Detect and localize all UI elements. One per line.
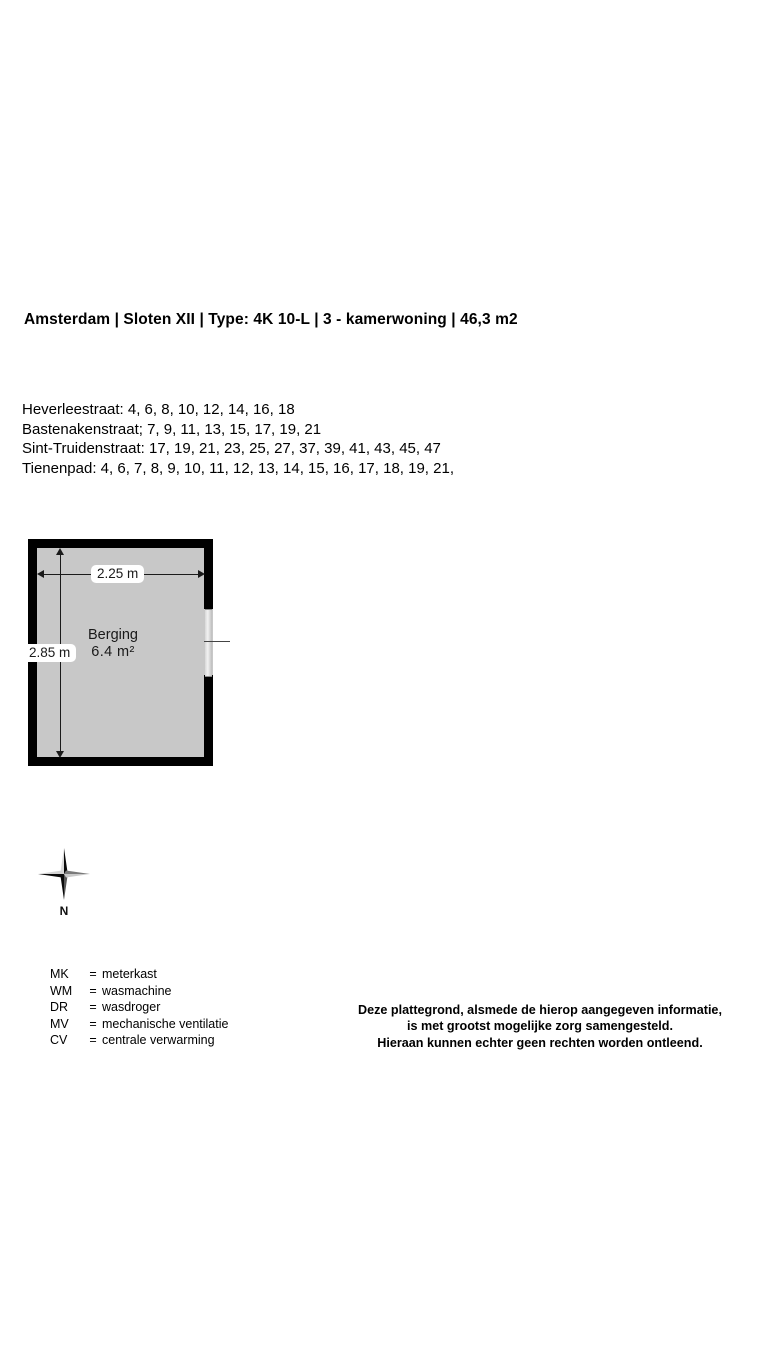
door-threshold-icon [204,641,230,642]
legend-abbr: CV [50,1033,68,1048]
floorplan-drawing [28,539,213,766]
disclaimer-line: is met grootst mogelijke zorg samengesteld. [407,1019,673,1034]
legend-row [50,966,228,983]
legend-equals: = [89,1000,97,1015]
legend-meaning: wasdroger [102,1000,161,1015]
dimension-label-depth: 2.85 m [23,644,76,662]
page-title: Amsterdam | Sloten XII | Type: 4K 10-L | 3 - kamerwoning | 46,3 m2 [24,311,518,328]
disclaimer-line: Hieraan kunnen echter geen rechten worden ontleend. [377,1035,703,1050]
address-line: Sint-Truidenstraat: 17, 19, 21, 23, 25, 27, 37, 39, 41, 43, 45, 47 [22,440,441,457]
legend-meaning: centrale verwarming [102,1033,215,1048]
legend-meaning: wasmachine [102,983,172,998]
room-name: Berging [88,627,138,643]
legend-row [50,1032,228,1049]
legend-row [50,983,228,1000]
legend-meaning: meterkast [102,967,157,981]
dimension-label-width: 2.25 m [91,565,144,583]
abbreviation-legend [50,966,228,1049]
address-list [22,400,454,478]
address-line: Heverleestraat: 4, 6, 8, 10, 12, 14, 16, 18 [22,401,295,418]
compass-star-icon [36,846,92,902]
legend-equals: = [89,1033,97,1048]
legend-row [50,999,228,1016]
legend-equals: = [89,1016,97,1031]
room-area: 6.4 m² [91,644,135,660]
legend-meaning: mechanische ventilatie [102,1016,229,1031]
address-line: Bastenakenstraat; 7, 9, 11, 13, 15, 17, 19, 21 [22,420,322,438]
address-line: Tienenpad: 4, 6, 7, 8, 9, 10, 11, 12, 13, 14, 15, 16, 17, 18, 19, 21, [22,459,454,477]
legend-row [50,1016,228,1033]
disclaimer-text [330,1002,750,1051]
legend-abbr: MK [50,967,69,981]
disclaimer-line: Deze plattegrond, alsmede de hierop aangegeven informatie, [358,1003,722,1017]
compass-north-label: N [59,904,69,918]
door-panel-icon [205,609,212,677]
legend-abbr: MV [50,1016,69,1031]
legend-abbr: DR [50,1000,69,1015]
legend-equals: = [89,983,97,998]
legend-equals: = [89,967,97,981]
compass-rose [36,846,92,926]
legend-abbr: WM [50,983,73,998]
arrow-down-icon [56,751,64,758]
arrow-right-icon [198,570,205,578]
